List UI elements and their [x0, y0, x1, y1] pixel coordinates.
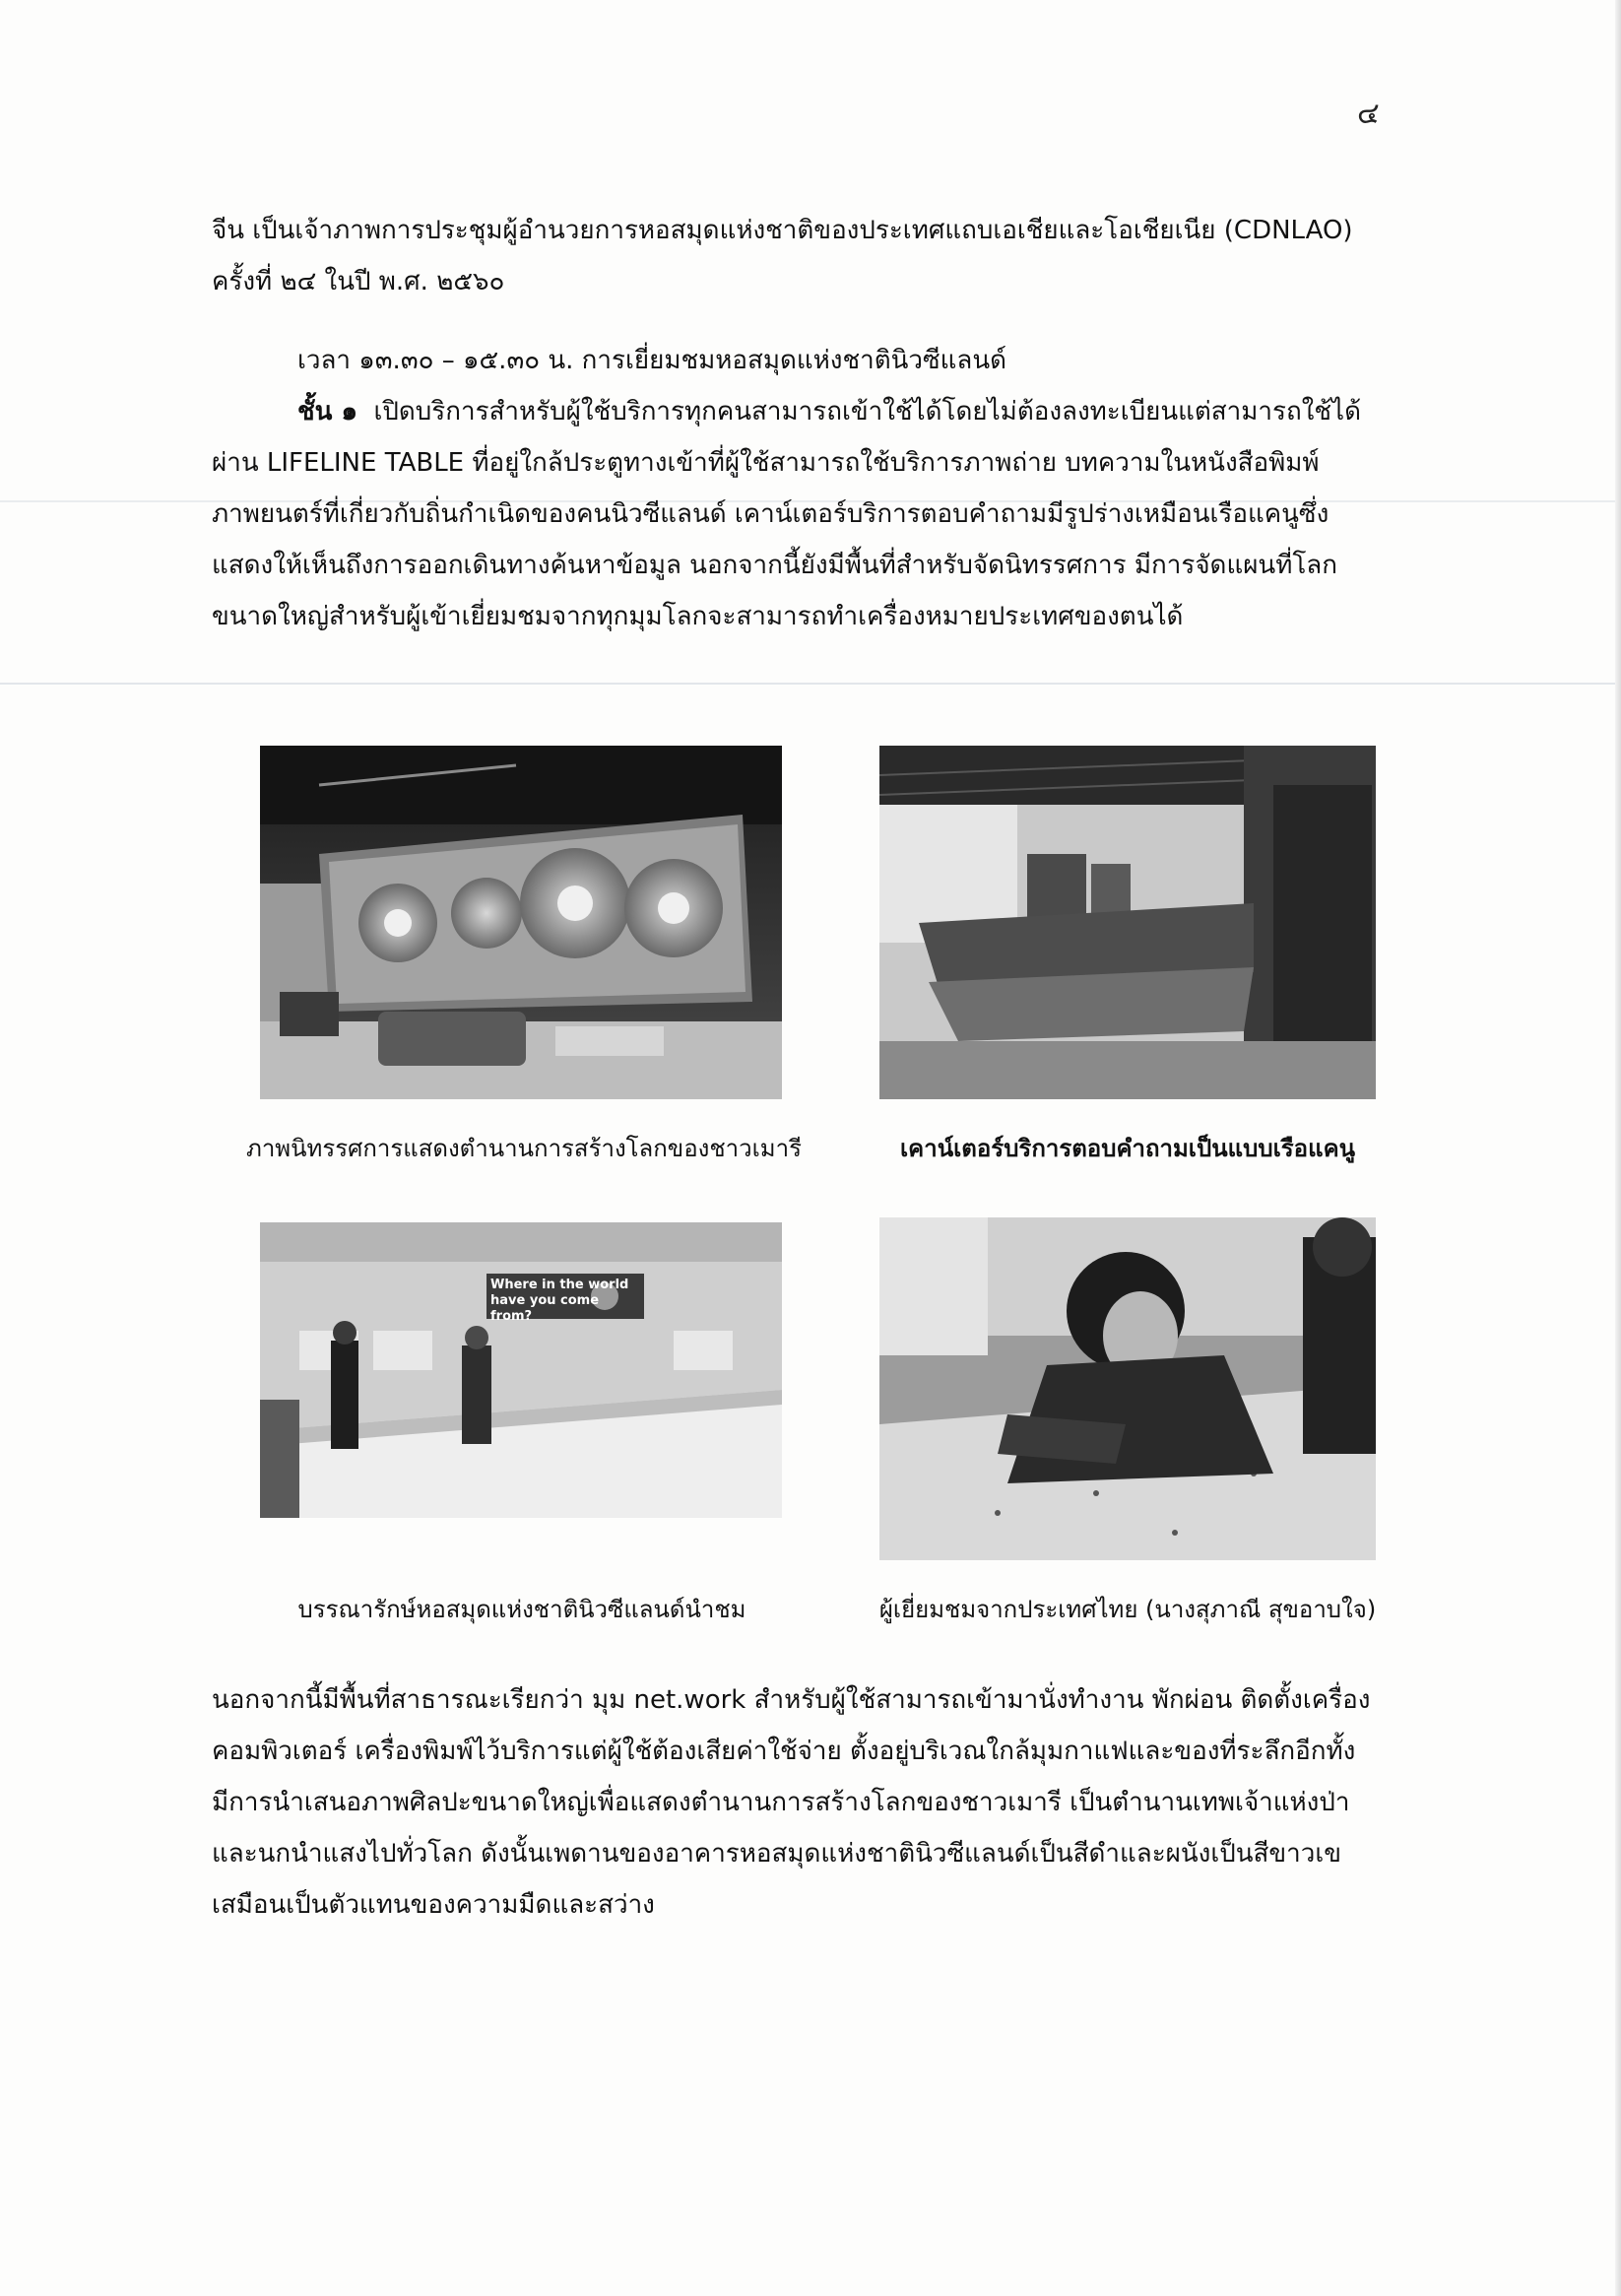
visit-section [212, 335, 1394, 642]
closing-paragraph [212, 1674, 1394, 1931]
photo-caption: บรรณารักษ์หอสมุดแห่งชาตินิวซีแลนด์นำชม [297, 1596, 746, 1623]
paragraph-line: ผ่าน LIFELINE TABLE ที่อยู่ใกล้ประตูทางเข้าที่ผู้ใช้สามารถใช้บริการภาพถ่าย บทความในหนังสือพิมพ์ [212, 448, 1320, 478]
paragraph-line: มีการนำเสนอภาพศิลปะขนาดใหญ่เพื่อแสดงตำนานการสร้างโลกของชาวเมารี เป็นตำนานเทพเจ้าแห่งป่า [212, 1788, 1350, 1817]
paragraph-line: คอมพิวเตอร์ เครื่องพิมพ์ไว้บริการแต่ผู้ใช้ต้องเสียค่าใช้จ่าย ตั้งอยู่บริเวณใกล้มุมกาแฟและของที่ระลึกอีกทั้ง [212, 1737, 1356, 1766]
librarian-tour-image [260, 1222, 782, 1518]
librarian-tour-photo [260, 1222, 782, 1518]
map-sign-title: Where in the world have you come from? [490, 1278, 629, 1324]
paragraph-line: เสมือนเป็นตัวแทนของความมืดและสว่าง [212, 1890, 655, 1920]
floor-label: ชั้น ๑ [297, 397, 357, 426]
photo-caption: ผู้เยี่ยมชมจากประเทศไทย (นางสุภาณี สุขอาบใจ) [878, 1596, 1377, 1623]
page-number: ๔ [1357, 97, 1380, 131]
paragraph-line: เปิดบริการสำหรับผู้ใช้บริการทุกคนสามารถเข้าใช้ได้โดยไม่ต้องลงทะเบียนแต่สามารถใช้ได้ [373, 397, 1362, 426]
canoe-desk-photo [879, 746, 1376, 1099]
canoe-desk-image [879, 746, 1376, 1099]
visit-heading: เวลา ๑๓.๓๐ – ๑๕.๓๐ น. การเยี่ยมชมหอสมุดแห่งชาตินิวซีแลนด์ [297, 346, 1006, 375]
intro-paragraph [212, 205, 1394, 307]
paragraph-line: ขนาดใหญ่สำหรับผู้เข้าเยี่ยมชมจากทุกมุมโลกจะสามารถทำเครื่องหมายประเทศของตนได้ [212, 602, 1184, 631]
paragraph-line: ภาพยนตร์ที่เกี่ยวกับถิ่นกำเนิดของคนนิวซีแลนด์ เคาน์เตอร์บริการตอบคำถามมีรูปร่างเหมือนเรือแคนูซึ่ง [212, 499, 1329, 529]
paragraph-line: และนกนำแสงไปทั่วโลก ดังนั้นเพดานของอาคารหอสมุดแห่งชาตินิวซีแลนด์เป็นสีดำและผนังเป็นสีขาวเข [212, 1839, 1342, 1869]
paragraph-line: ครั้งที่ ๒๔ ในปี พ.ศ. ๒๕๖๐ [212, 267, 505, 296]
paragraph-line: นอกจากนี้มีพื้นที่สาธารณะเรียกว่า มุม net.work สำหรับผู้ใช้สามารถเข้ามานั่งทำงาน พักผ่อน ติดตั้งเครื่อง [212, 1685, 1371, 1715]
thai-visitor-image [879, 1217, 1376, 1560]
mural-exhibition-image [260, 746, 782, 1099]
thai-visitor-photo [879, 1217, 1376, 1560]
floor-first-line [212, 386, 1394, 437]
paragraph-line: จีน เป็นเจ้าภาพการประชุมผู้อำนวยการหอสมุดแห่งชาติของประเทศแถบเอเชียและโอเชียเนีย (CDNLAO) [212, 216, 1353, 245]
photo-caption: ภาพนิทรรศการแสดงตำนานการสร้างโลกของชาวเมารี [246, 1135, 802, 1162]
photo-caption: เคาน์เตอร์บริการตอบคำถามเป็นแบบเรือแคนู [899, 1135, 1356, 1162]
scan-artifact-line [0, 683, 1621, 685]
mural-exhibition-photo [260, 746, 782, 1099]
page-edge-shadow [1615, 0, 1621, 2296]
paragraph-line: แสดงให้เห็นถึงการออกเดินทางค้นหาข้อมูล นอกจากนี้ยังมีพื้นที่สำหรับจัดนิทรรศการ มีการจัดแผนที่โลก [212, 551, 1337, 580]
